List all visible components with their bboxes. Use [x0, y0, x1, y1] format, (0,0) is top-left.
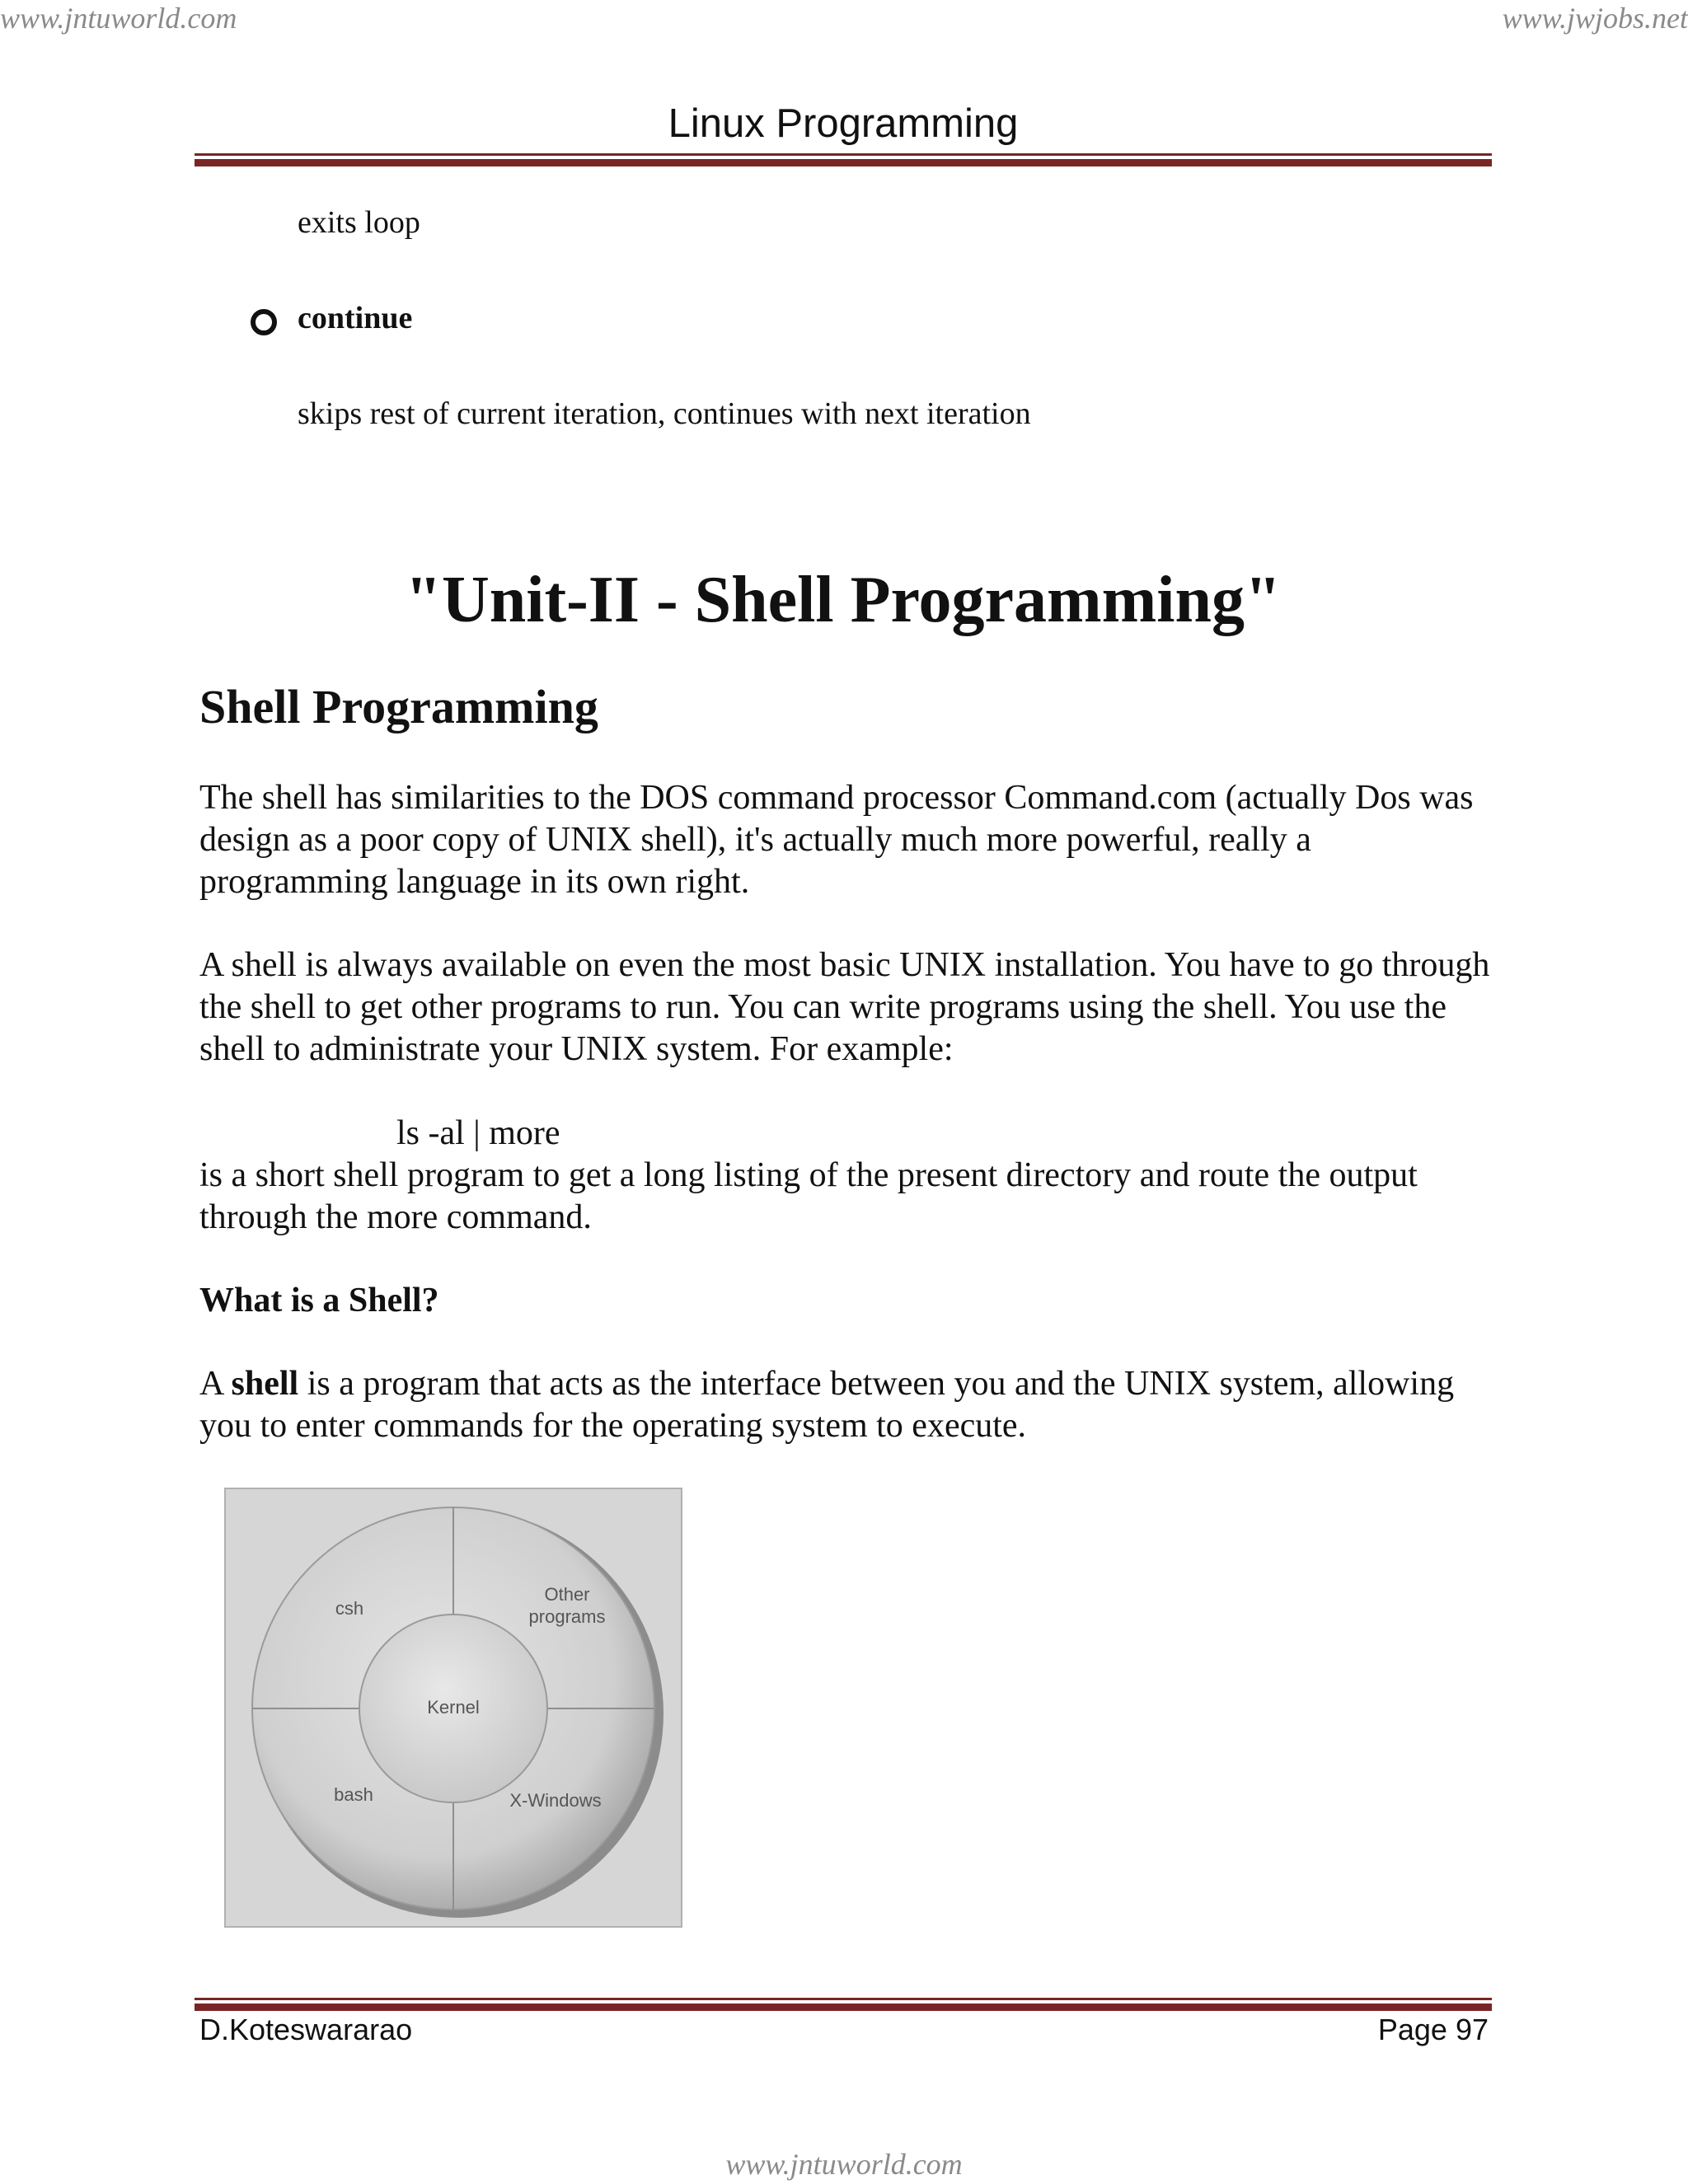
watermark-bottom: www.jntuworld.com [725, 2148, 963, 2181]
p4-text-a: A [199, 1365, 232, 1403]
label-programs: programs [528, 1606, 606, 1627]
label-kernel: Kernel [427, 1697, 480, 1718]
paragraph-shell-definition [199, 1363, 1502, 1447]
paragraph-dos-comparison: The shell has similarities to the DOS command processor Command.com (actually Dos was design as a poor copy of UNIX shell), it's actually much more powerful, really a programming language in its own right. [199, 779, 1474, 901]
section-heading: Shell Programming [199, 680, 598, 733]
label-bash: bash [334, 1784, 373, 1805]
watermark-top-left: www.jntuworld.com [0, 2, 237, 35]
label-xwindows: X-Windows [509, 1790, 602, 1811]
p4-bold-shell: shell [231, 1365, 299, 1403]
exits-loop-text: exits loop [298, 205, 420, 240]
shell-kernel-diagram [224, 1488, 682, 1928]
p4-text-b: is a program that acts as the interface between you and the UNIX system, allowing you to enter commands for the operating system to execute. [199, 1365, 1455, 1445]
paragraph-shell-availability: A shell is always available on even the most basic UNIX installation. You have to go through the shell to get other programs to run. You can write programs using the shell. You use the shell to administrate your UNIX system. For example: [199, 946, 1490, 1068]
unit-title: "Unit-II - Shell Programming" [405, 564, 1282, 636]
diagram-svg [226, 1489, 681, 1926]
label-csh: csh [335, 1598, 364, 1619]
watermark-top-right: www.jwjobs.net [1502, 2, 1688, 35]
footer-page-number: Page 97 [1377, 2013, 1489, 2046]
command-example: ls -al | more [396, 1114, 560, 1152]
footer-author: D.Koteswararao [199, 2013, 413, 2046]
continue-label: continue [298, 301, 413, 335]
paragraph-command-explanation: is a short shell program to get a long listing of the present directory and route the output through the more command. [199, 1156, 1418, 1236]
subheading-what-is-shell: What is a Shell? [199, 1282, 439, 1319]
footer-rule [195, 1998, 1492, 2011]
page-header-title: Linux Programming [668, 101, 1019, 146]
continue-description: skips rest of current iteration, continues with next iteration [298, 396, 1031, 431]
bullet-circle-icon [251, 309, 277, 335]
label-other: Other [544, 1584, 590, 1605]
header-rule [195, 153, 1492, 166]
